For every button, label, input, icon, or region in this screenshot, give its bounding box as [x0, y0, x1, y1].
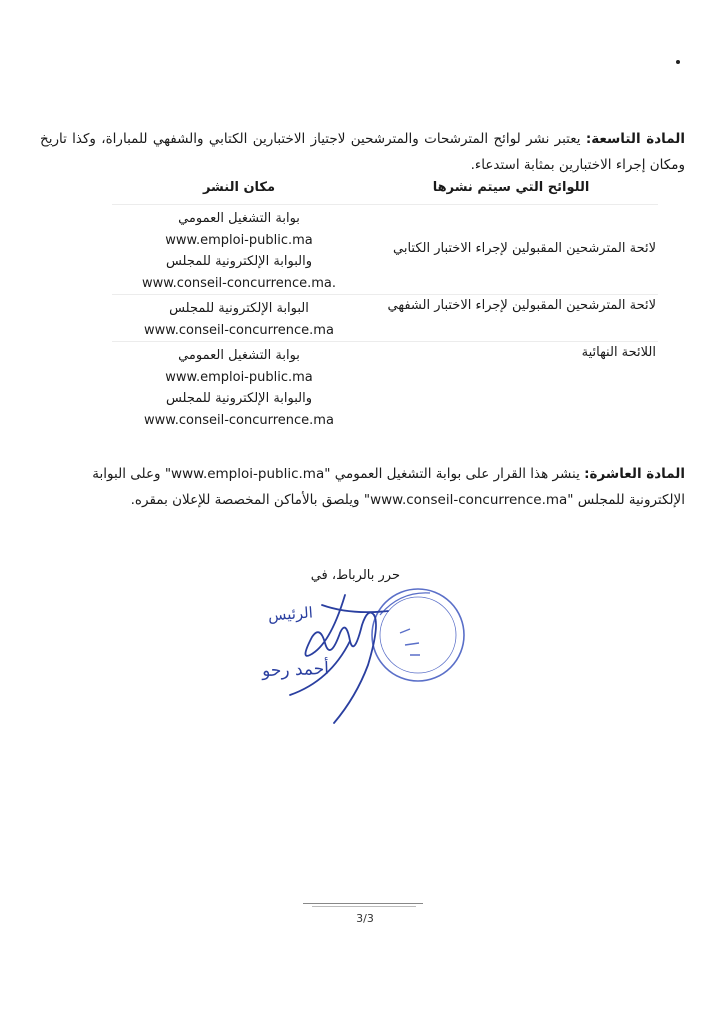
issued-at: حرر بالرباط، في — [310, 568, 400, 583]
row-2-place-1: البوابة الإلكترونية للمجلس — [169, 301, 309, 316]
article-9-label: المادة التاسعة: — [585, 131, 685, 147]
row-1-places — [112, 205, 366, 295]
article-10-url-2: "www.conseil-concurrence.ma" — [363, 492, 574, 508]
article-10-text-a: ينشر هذا القرار على بوابة التشغيل العمومي — [334, 466, 580, 482]
publication-table — [112, 180, 658, 431]
row-1-list: لائحة المترشحين المقبولين لإجراء الاختبار الكتابي — [366, 205, 658, 295]
row-2-places — [112, 295, 366, 342]
row-3-place-1: بوابة التشغيل العمومي — [178, 348, 300, 363]
table-header-row — [112, 180, 658, 205]
page-mark — [676, 60, 680, 64]
row-1-place-4: www.conseil-concurrence.ma. — [141, 275, 337, 291]
table-row — [112, 342, 658, 432]
page-number: 3/3 — [356, 912, 374, 925]
row-3-list: اللائحة النهائية — [366, 342, 658, 432]
table-row — [112, 205, 658, 295]
row-1-place-2: www.emploi-public.ma — [165, 232, 313, 248]
row-3-place-2: www.emploi-public.ma — [165, 369, 313, 385]
footer-divider-secondary — [312, 906, 416, 907]
row-1-place-1: بوابة التشغيل العمومي — [178, 211, 300, 226]
table-row — [112, 295, 658, 342]
handwritten-title: الرئيس — [267, 603, 314, 625]
footer-divider — [303, 903, 423, 904]
article-10 — [40, 461, 685, 513]
row-3-places — [112, 342, 366, 432]
article-10-label: المادة العاشرة: — [584, 466, 685, 482]
article-9-text: يعتبر نشر لوائح المترشحات والمترشحين لاجتياز الاختبارين الكتابي والشفهي للمباراة، وكذا تاريخ ومكان إجراء الاختبارين بمثابة استدعاء. — [40, 131, 685, 173]
handwritten-name: أحمد رحو — [261, 658, 330, 682]
row-1-place-3: والبوابة الإلكترونية للمجلس — [165, 254, 313, 269]
row-3-place-3: والبوابة الإلكترونية للمجلس — [165, 391, 313, 406]
row-2-place-2: www.conseil-concurrence.ma — [144, 322, 334, 338]
article-10-text-b: وعلى البوابة الإلكترونية للمجلس — [92, 466, 685, 508]
official-stamp — [372, 589, 464, 681]
row-3-place-4: www.conseil-concurrence.ma — [144, 412, 334, 428]
article-10-url-1: "www.emploi-public.ma" — [164, 466, 331, 482]
header-place: مكان النشر — [202, 180, 276, 195]
article-9 — [40, 126, 685, 178]
header-lists: اللوائح التي سيتم نشرها — [432, 180, 590, 195]
row-2-list: لائحة المترشحين المقبولين لإجراء الاختبار الشفهي — [366, 295, 658, 342]
article-10-text-c: ويلصق بالأماكن المخصصة للإعلان بمقره. — [130, 492, 360, 508]
